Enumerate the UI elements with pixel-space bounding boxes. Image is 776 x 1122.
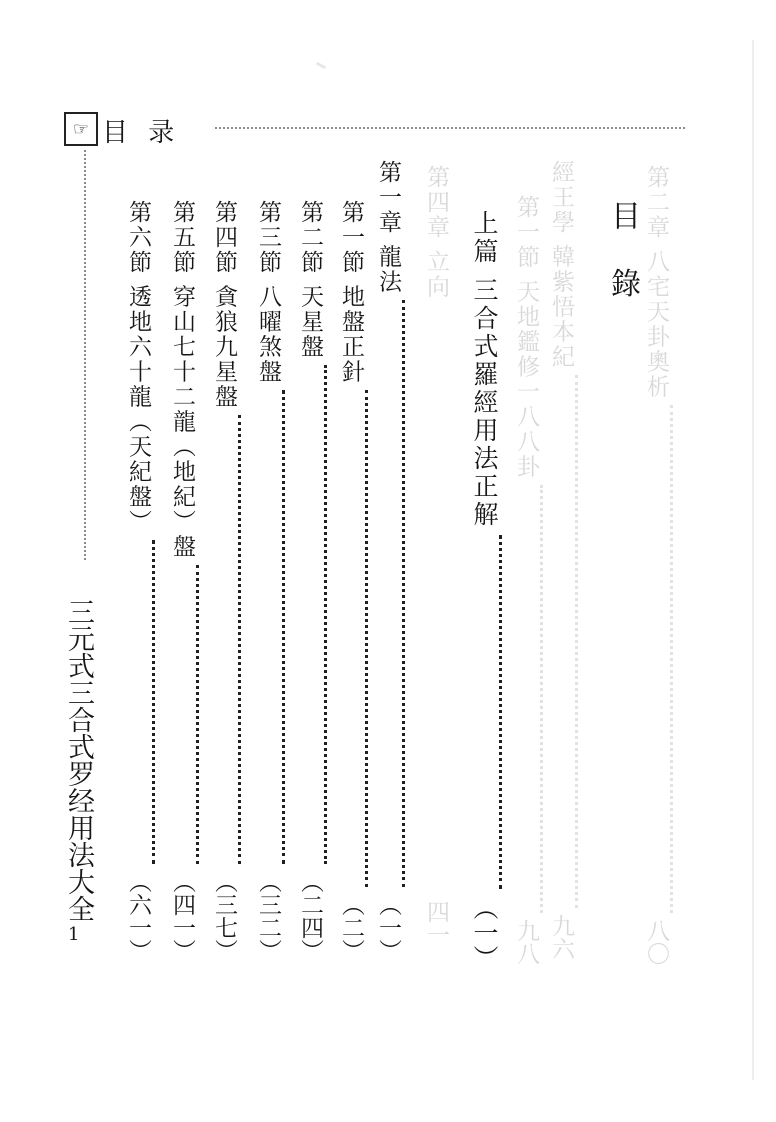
toc-entry-part-1[interactable] — [466, 210, 502, 970]
leader-dots — [152, 540, 155, 864]
toc-label: 上篇 三合式羅經用法正解 — [470, 210, 499, 529]
book-icon: ☞ — [64, 112, 98, 146]
faded-entry: 經王學 韓紫悟本紀 九六 — [545, 160, 578, 960]
toc-entry-section-2[interactable] — [294, 200, 327, 962]
toc-page: （二四） — [297, 870, 323, 962]
toc-entry-chapter-1[interactable] — [372, 160, 405, 962]
leader-dots — [402, 300, 405, 887]
book-title: 三元式三合式罗经用法大全 — [63, 598, 94, 922]
side-rule — [84, 150, 86, 560]
header-title: 目 录 — [102, 118, 181, 148]
faded-entry: 第一節 天地鑑修一八八卦 九八 — [510, 195, 543, 965]
toc-page: （一） — [470, 895, 499, 970]
faded-entry: 第二章 八宅天卦奧析 八〇 — [640, 165, 673, 965]
toc-entry-section-1[interactable] — [335, 200, 368, 962]
page-number: 1 — [68, 924, 80, 945]
toc-page: （三七） — [211, 870, 237, 962]
toc-page: （一） — [375, 893, 401, 962]
header-rule — [215, 127, 685, 129]
toc-page: （二） — [338, 893, 364, 962]
toc-label: 第一節 地盤正針 — [338, 200, 364, 385]
toc-entry-section-5[interactable] — [166, 200, 199, 962]
scan-mark — [752, 40, 754, 1080]
leader-dots — [282, 390, 285, 864]
leader-dots — [324, 365, 327, 864]
toc-label: 第一章 龍法 — [375, 160, 401, 295]
toc-label: 第二節 天星盤 — [297, 200, 323, 360]
toc-label: 第五節 穿山七十二龍（地紀）盤 — [169, 200, 195, 560]
toc-label: 第四節 貪狼九星盤 — [211, 200, 237, 410]
toc-page: （三二） — [255, 870, 281, 962]
page-title: 目 錄 — [605, 200, 640, 312]
toc-entry-section-6[interactable] — [122, 200, 155, 962]
toc-page: （四一） — [169, 870, 195, 962]
toc-page: （六一） — [125, 870, 151, 962]
leader-dots — [238, 415, 241, 864]
scan-mark — [316, 62, 326, 70]
toc-entry-section-4[interactable] — [208, 200, 241, 962]
toc-label: 第六節 透地六十龍（天紀盤） — [125, 200, 151, 535]
leader-dots — [499, 535, 502, 889]
leader-dots — [196, 565, 199, 864]
toc-label: 第三節 八曜煞盤 — [255, 200, 281, 385]
faded-entry: 四一 — [423, 900, 449, 946]
faded-entry: 第四章 立向 — [423, 165, 449, 300]
toc-entry-section-3[interactable] — [252, 200, 285, 962]
leader-dots — [365, 390, 368, 887]
